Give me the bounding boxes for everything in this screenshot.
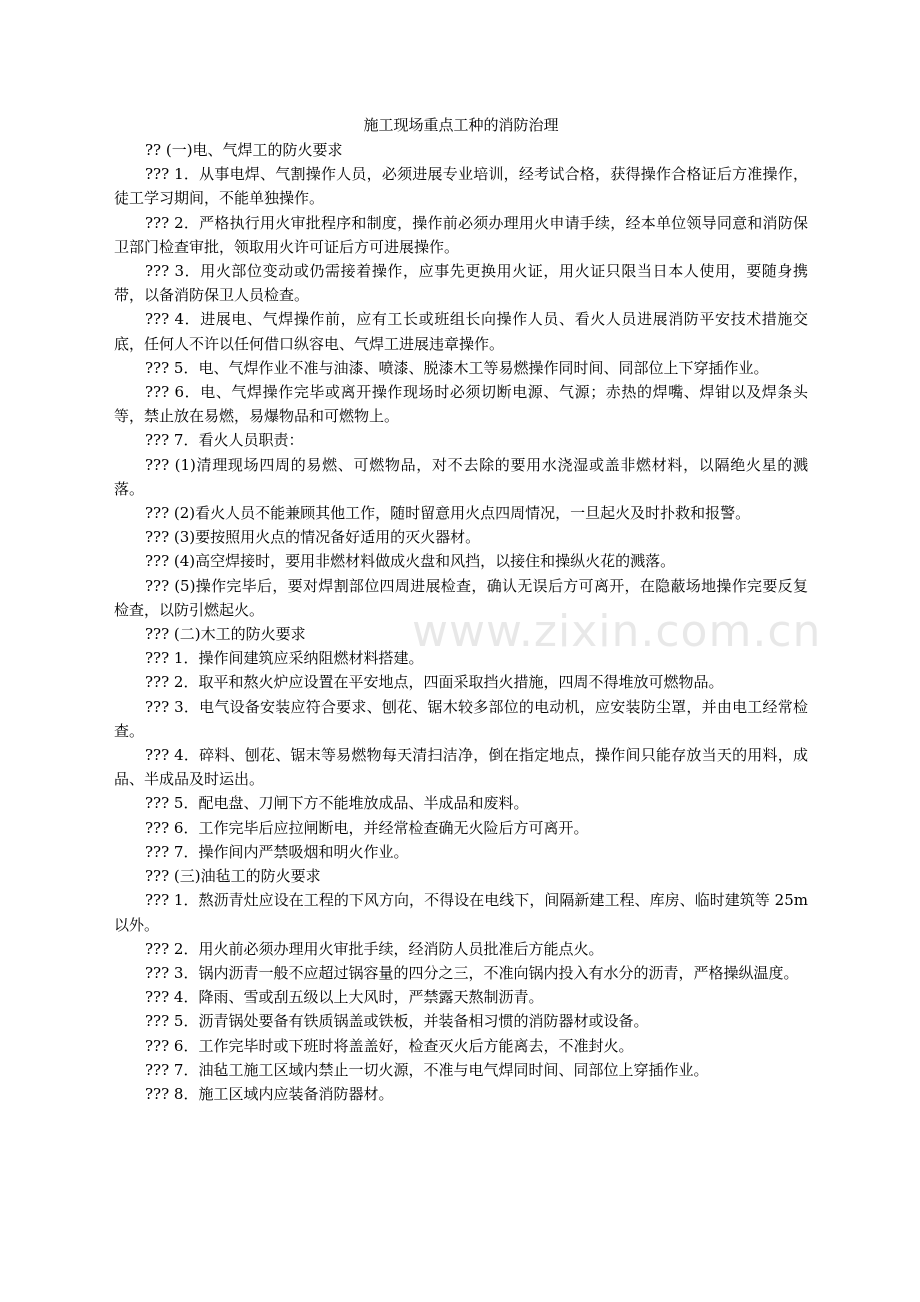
paragraph: ??? (1)清理现场四周的易燃、可燃物品，对不去除的要用水浇湿或盖非燃材料，以隔绝火星的溅落。 — [114, 455, 808, 498]
paragraph: ??? 6．工作完毕时或下班时将盖盖好，检查灭火后方能离去，不准封火。 — [145, 1036, 634, 1055]
paragraph: ??? 4．降雨、雪或刮五级以上大风时，严禁露天熬制沥青。 — [145, 988, 544, 1007]
paragraph: ??? (3)要按照用火点的情况备好适用的灭火器材。 — [145, 528, 481, 547]
document-body — [114, 138, 808, 1106]
paragraph: ??? 7．油毡工施工区域内禁止一切火源，不准与电气焊同时间、同部位上穿插作业。 — [145, 1060, 709, 1079]
paragraph: ??? 1．操作间建筑应采纳阻燃材料搭建。 — [145, 649, 424, 668]
paragraph: ??? 2．取平和熬火炉应设置在平安地点，四面采取挡火措施，四周不得堆放可燃物品。 — [145, 673, 724, 692]
paragraph: ??? 7．看火人员职责： — [145, 431, 304, 450]
paragraph: ??? 6．电、气焊操作完毕或离开操作现场时必须切断电源、气源；赤热的焊嘴、焊钳以及焊条头等，禁止放在易燃，易爆物品和可燃物上。 — [114, 383, 808, 426]
paragraph: ??? 2．严格执行用火审批程序和制度，操作前必须办理用火申请手续，经本单位领导同意和消防保卫部门检查审批，领取用火许可证后方可进展操作。 — [114, 213, 808, 256]
watermark: www.zixin.com.cn — [412, 606, 822, 657]
paragraph: ??? 8．施工区域内应装备消防器材。 — [145, 1084, 394, 1103]
paragraph: ??? 3．电气设备安装应符合要求、刨花、锯木较多部位的电动机，应安装防尘罩，并由电工经常检查。 — [114, 697, 808, 740]
paragraph: ??? 3．锅内沥青一般不应超过锅容量的四分之三，不准向锅内投入有水分的沥青，严格操纵温度。 — [145, 963, 799, 982]
paragraph: ??? (2)看火人员不能兼顾其他工作，随时留意用火点四周情况，一旦起火及时扑救和报警。 — [145, 504, 751, 523]
document-page — [114, 113, 808, 1106]
paragraph: ??? 5．电、气焊作业不准与油漆、喷漆、脱漆木工等易燃操作同时间、同部位上下穿插作业。 — [145, 358, 769, 377]
paragraph: ??? 1．熬沥青灶应设在工程的下风方向，不得设在电线下，间隔新建工程、库房、临时建筑等 25m 以外。 — [114, 891, 808, 934]
paragraph: ??? 6．工作完毕后应拉闸断电，并经常检查确无火险后方可离开。 — [145, 818, 589, 837]
paragraph: ??? 3．用火部位变动或仍需接着操作，应事先更换用火证，用火证只限当日本人使用，要随身携带，以备消防保卫人员检查。 — [114, 262, 808, 305]
paragraph: ??? 4．进展电、气焊操作前，应有工长或班组长向操作人员、看火人员进展消防平安技术措施交底，任何人不许以任何借口纵容电、气焊工进展违章操作。 — [114, 310, 808, 353]
document-title: 施工现场重点工种的消防治理 — [363, 116, 559, 134]
paragraph: ??? 5．配电盘、刀闸下方不能堆放成品、半成品和废料。 — [145, 794, 529, 813]
paragraph: ??? 7．操作间内严禁吸烟和明火作业。 — [145, 842, 409, 861]
section-heading: ?? (一)电、气焊工的防火要求 — [145, 141, 343, 159]
paragraph: ??? 4．碎料、刨花、锯末等易燃物每天清扫洁净，倒在指定地点，操作间只能存放当天的用料，成品、半成品及时运出。 — [114, 746, 808, 789]
paragraph: ??? (5)操作完毕后，要对焊割部位四周进展检查，确认无误后方可离开，在隐蔽场地操作完要反复检查，以防引燃起火。 — [114, 576, 808, 619]
paragraph: ??? 2．用火前必须办理用火审批手续，经消防人员批准后方能点火。 — [145, 939, 604, 958]
paragraph: ??? 5．沥青锅处要备有铁质锅盖或铁板，并装备相习惯的消防器材或设备。 — [145, 1012, 649, 1031]
paragraph: ??? (4)高空焊接时，要用非燃材料做成火盘和风挡，以接住和操纵火花的溅落。 — [145, 552, 676, 571]
section-heading: ??? (二)木工的防火要求 — [145, 625, 306, 644]
paragraph: ??? 1．从事电焊、气割操作人员，必须进展专业培训，经考试合格，获得操作合格证后方准操作，徒工学习期间，不能单独操作。 — [114, 165, 808, 208]
section-heading: ??? (三)油毡工的防火要求 — [145, 867, 321, 886]
